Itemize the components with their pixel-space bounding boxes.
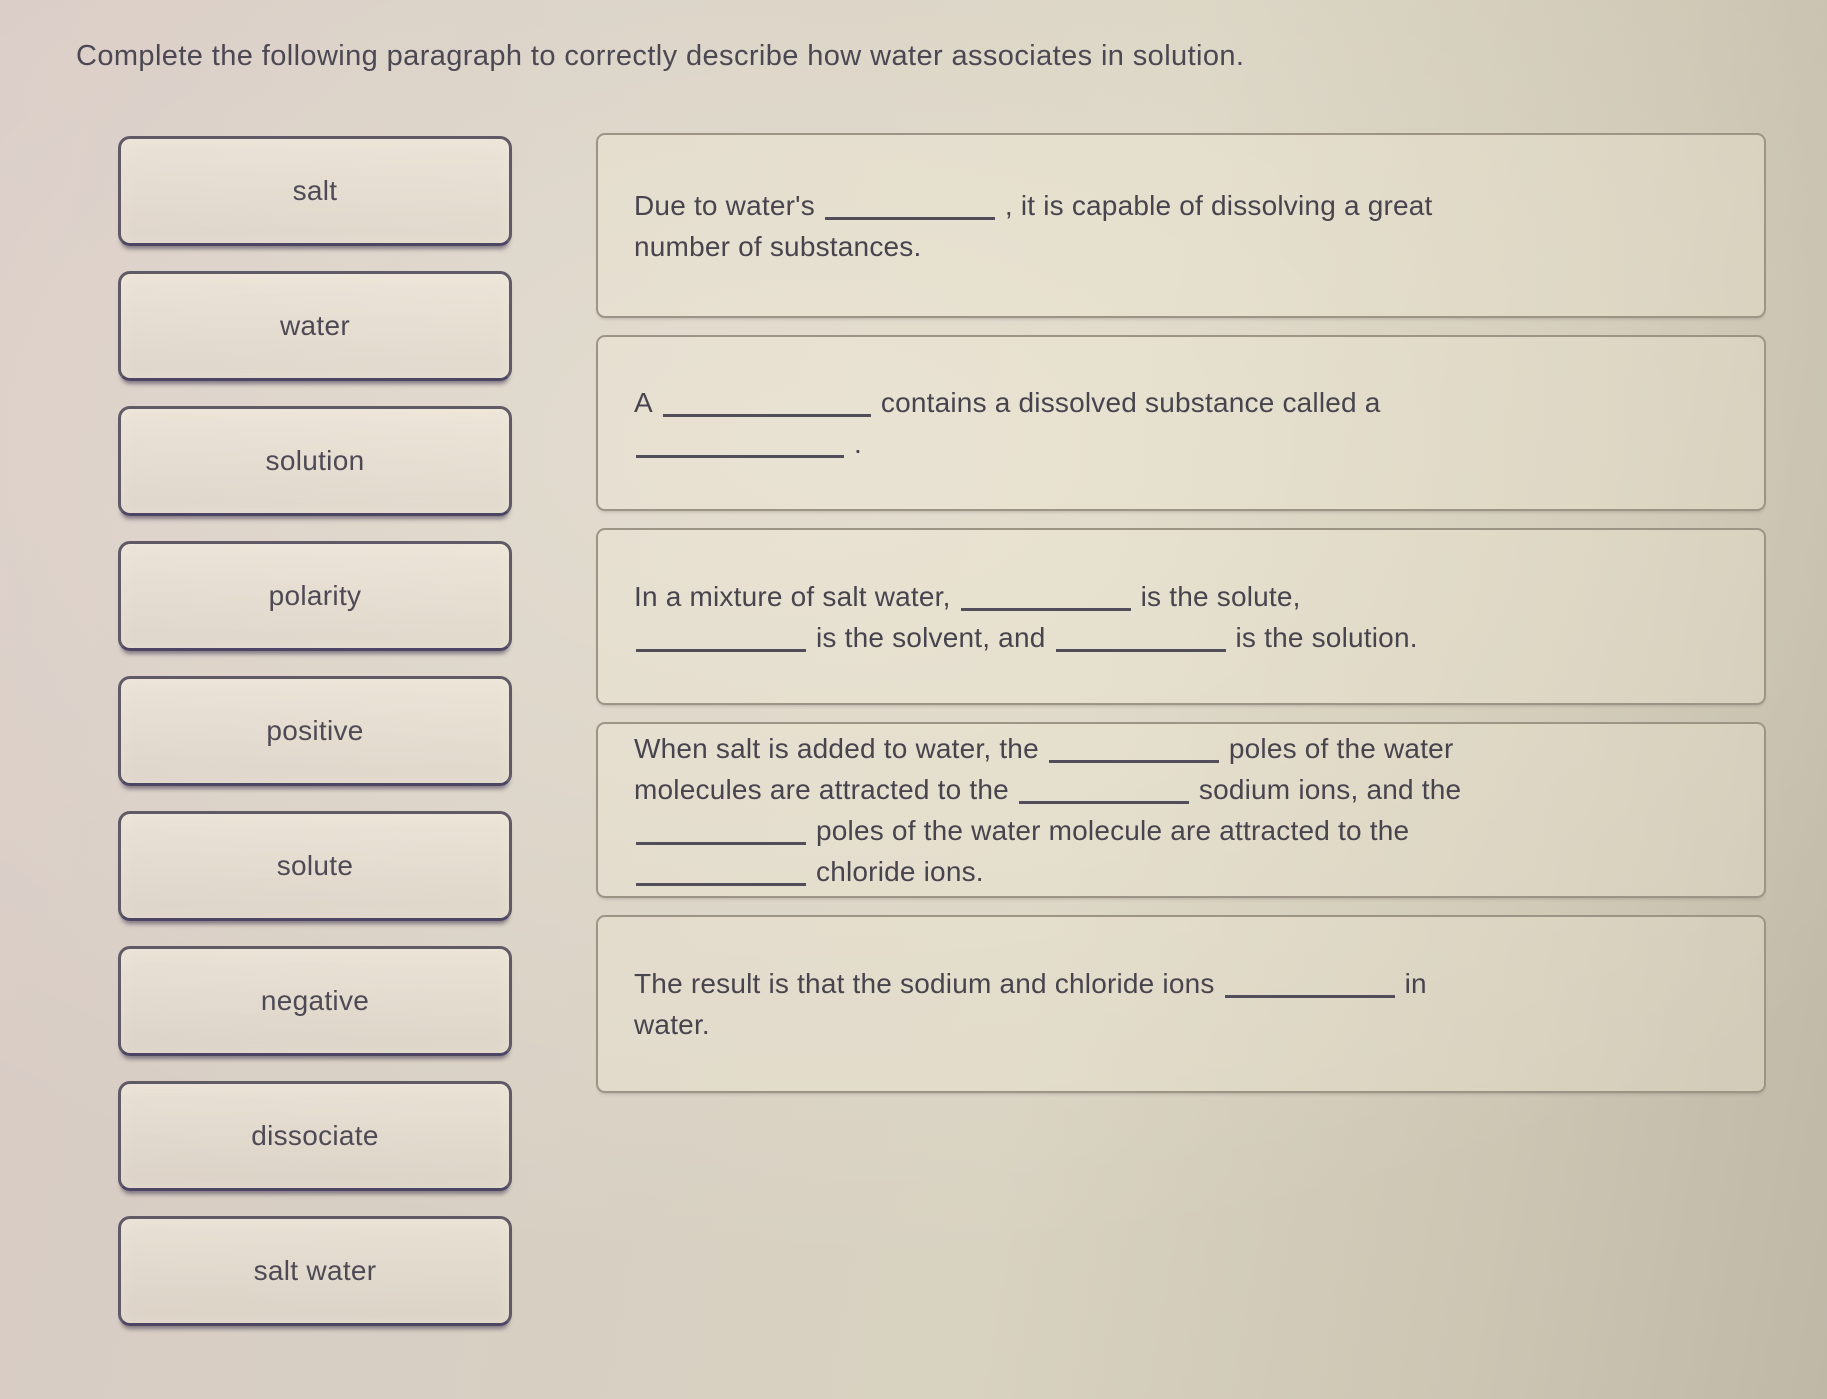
text-segment: is the solute,	[1140, 580, 1301, 612]
word-bank	[118, 136, 512, 1351]
paragraph-column	[596, 133, 1766, 1110]
paragraph-box-5	[596, 915, 1766, 1093]
blank-slot-2[interactable]	[663, 405, 871, 417]
paragraph-text	[598, 728, 1501, 892]
text-segment: is the solvent, and	[816, 621, 1046, 653]
text-segment: A	[634, 387, 653, 418]
word-tile-label: salt water	[253, 1255, 377, 1286]
text-segment: , it is capable of dissolving a great	[1004, 189, 1433, 221]
page-title: Complete the following paragraph to correctly describe how water associates in solution.	[76, 40, 1245, 72]
paragraph-box-2	[596, 335, 1766, 511]
word-tile-solute[interactable]	[118, 811, 512, 921]
word-tile-negative[interactable]	[118, 946, 512, 1056]
blank-slot-1[interactable]	[825, 208, 995, 220]
paragraph-box-4	[596, 722, 1766, 898]
text-segment: molecules are attracted to the	[634, 774, 1009, 805]
word-tile-label: polarity	[268, 580, 362, 611]
text-segment: When salt is added to water, the	[634, 733, 1039, 764]
text-segment: .	[854, 428, 862, 459]
blank-slot-9[interactable]	[636, 833, 806, 845]
word-tile-label: positive	[266, 715, 364, 746]
paragraph-box-1	[596, 133, 1766, 318]
text-segment: chloride ions.	[816, 856, 984, 887]
word-tile-dissociate[interactable]	[118, 1081, 512, 1191]
word-tile-salt-water[interactable]	[118, 1216, 512, 1326]
text-segment: The result is that the sodium and chloride ions	[634, 968, 1215, 999]
blank-slot-8[interactable]	[1019, 792, 1189, 804]
blank-slot-3[interactable]	[636, 446, 844, 458]
text-segment: Due to water's	[634, 189, 815, 221]
text-segment: in	[1404, 968, 1427, 999]
paragraph-text	[598, 382, 1421, 464]
text-segment: number of substances.	[634, 230, 922, 262]
text-segment: water.	[634, 1009, 710, 1040]
word-tile-label: dissociate	[251, 1120, 379, 1151]
word-tile-label: water	[280, 310, 350, 341]
word-tile-solution[interactable]	[118, 406, 512, 516]
text-segment: In a mixture of salt water,	[634, 580, 951, 612]
paragraph-text	[598, 576, 1458, 658]
blank-slot-10[interactable]	[636, 874, 806, 886]
blank-slot-7[interactable]	[1049, 751, 1219, 763]
blank-slot-4[interactable]	[961, 599, 1131, 611]
word-tile-label: negative	[260, 985, 370, 1016]
text-segment: contains a dissolved substance called a	[880, 387, 1381, 418]
word-tile-polarity[interactable]	[118, 541, 512, 651]
blank-slot-11[interactable]	[1225, 986, 1395, 998]
text-segment: poles of the water molecule are attracted to the	[816, 815, 1410, 846]
word-tile-label: solution	[265, 445, 365, 476]
word-tile-water[interactable]	[118, 271, 512, 381]
paragraph-box-3	[596, 528, 1766, 705]
text-segment: is the solution.	[1235, 621, 1418, 653]
text-segment: sodium ions, and the	[1198, 774, 1462, 805]
word-tile-label: salt	[292, 175, 338, 206]
word-tile-salt[interactable]	[118, 136, 512, 246]
paragraph-text	[598, 185, 1473, 267]
text-segment: poles of the water	[1228, 733, 1454, 764]
word-tile-positive[interactable]	[118, 676, 512, 786]
blank-slot-5[interactable]	[636, 640, 806, 652]
paragraph-text	[598, 963, 1467, 1045]
word-tile-label: solute	[276, 850, 354, 881]
blank-slot-6[interactable]	[1056, 640, 1226, 652]
